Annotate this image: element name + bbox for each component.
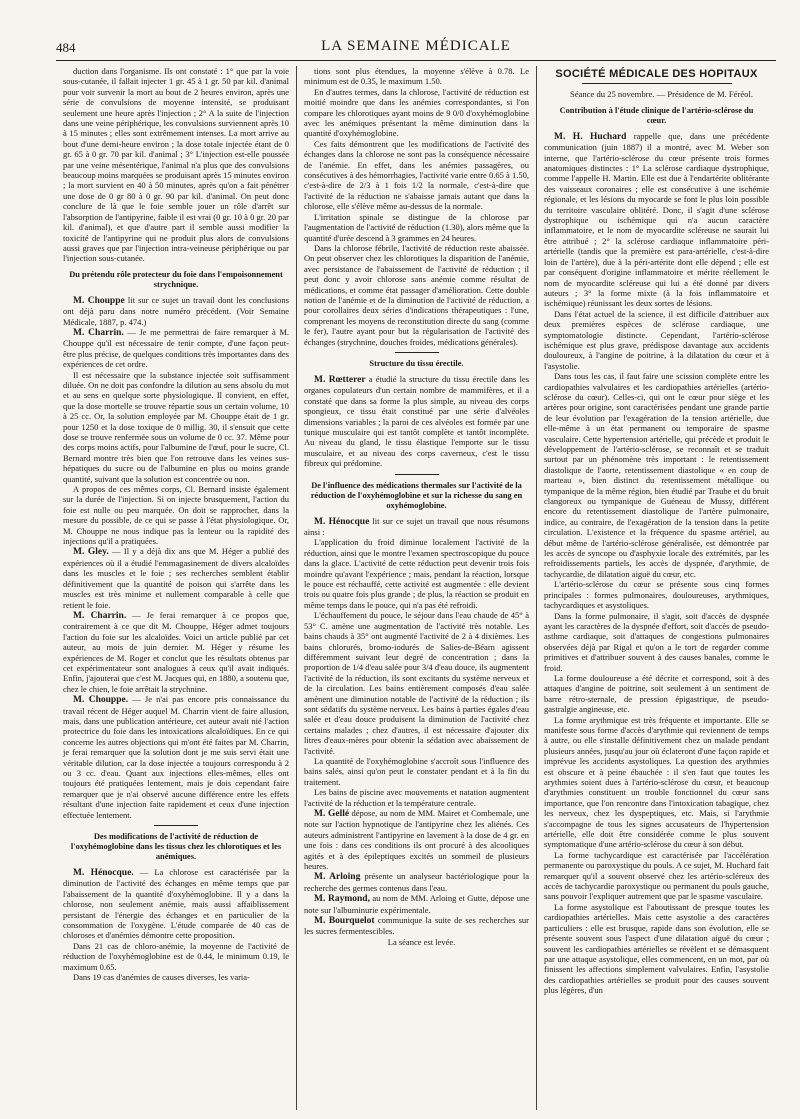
- paragraph: L'irritation spinale se distingue de la chlorose par l'augmentation de l'activité de réduction (1.30), alors même que la quantité d'urée descend à 3 grammes en 24 heures.: [304, 211, 529, 243]
- speaker-paragraph: [304, 871, 529, 893]
- speaker-name: M. Bourquelot: [314, 916, 375, 927]
- paragraph: Les bains de piscine avec mouvements et natation augmentent l'activité de la réduction et la température centrale.: [304, 787, 529, 808]
- speaker-paragraph: [304, 915, 529, 937]
- closing-line: La séance est levée.: [387, 936, 456, 947]
- column-middle: [296, 66, 536, 1110]
- header-rule: [56, 60, 776, 61]
- section-divider: [395, 474, 439, 475]
- article-columns: [56, 66, 776, 1110]
- paragraph: L'échauffement du pouce, le séjour dans l'eau chaude de 45° à 53° C. amène une augmentation de l'activité très notable. Les bains chauds à 35° ont augmenté l'activité de 2 à 4 dixièmes. Les bains chlorurés, bromo-iodurés de Salies-de-Béarn agissent différemment suivant leur degré de concentration ; dans la proportion de 1/4 d'eau salée pour 3/4 d'eau douce, ils augmentent l'activité de la réduction, ils sont excitants du système nerveux et de la circulation. Les bains entièrement composés d'eau salée amènent une diminution notable de l'activité de la réduction ; ils sont sédatifs du système nerveux. Les bains à parties égales d'eau salée et d'eau douce produisent la diminution de l'activité chez certains malades ; chez d'autres, il est nécessaire d'ajouter dix litres d'eaux-mères pour obtenir la sédation avec abaissement de l'activité.: [304, 610, 529, 756]
- speaker-text: lit sur ce sujet un travail dont les conclusions ont déjà paru dans notre numéro précédent. (Voir Semaine Médicale, 1887, p. 474.): [63, 294, 289, 327]
- page-number: 484: [56, 40, 76, 55]
- society-title: SOCIÉTÉ MÉDICALE DES HOPITAUX: [555, 68, 758, 80]
- speaker-paragraph: [63, 610, 289, 694]
- paragraph: L'application du froid diminue localement l'activité de la réduction, ainsi que le montre l'examen spectroscopique du pouce dans la glace. L'activité de cette réduction peut devenir trois fois moindre qu'avant l'expérience ; mais, pendant la réaction, lorsque le pouce est réchauffé, cette activité est augmentée : elle devient trois ou quatre fois plus grande ; de plus, la réaction se produit en même temps dans le pouce, qui n'a pas été refroidi.: [304, 537, 529, 610]
- speaker-name: M. Gellé: [314, 809, 350, 819]
- speaker-paragraph: [544, 131, 769, 309]
- paragraph: A propos de ces mêmes corps, Cl. Bernard insiste également sur la durée de l'injection. Si on injecte brusquement, l'action du foie est nulle ou peu marquée. On doit se rapprocher, dans la mesure du possible, de ce qui se passe à l'état physiologique. Or, M. Chouppe ne nous indique pas la lenteur ou la rapidité des injections qu'il a pratiquées.: [63, 484, 289, 547]
- column-left: [56, 66, 296, 1110]
- paragraph: duction dans l'organisme. Ils ont constaté : 1° que par la voie sous-cutanée, il fallait injecter 1 gr. 45 à 1 gr. 50 par kil. d'animal pour voir survenir la mort au bout de 2 heures environ, après une série de convulsions de moyenne intensité, se produisant seulement une heure après l'injection ; 2° A la suite de l'injection dans une veine périphérique, les convulsions surviennent après 10 à 15 minutes ; elles sont extrêmement intenses. La mort arrive au bout d'une demi-heure environ ; la dose totale injectée étant de 0 gr. 65 à 0 gr. 70 par kil. d'animal ; 3° L'injection est-elle poussée par une veine mésentérique, l'animal n'a plus que des convulsions beaucoup moins marquées se produisant après 15 minutes environ ; la mort survient en 40 à 50 minutes, après qu'on a fait pénétrer une dose de 0 gr 80 à 0 gr. 90 par kil. d'animal. On peut donc conclure de là que le foie semble jouer un rôle d'arrêt sur l'absorption de l'antipyrine, faible il est vrai (0 gr. 10 à 0 gr. 20 par kil. d'animal), et que d'autre part il semble aussi modifier la toxicité de l'antipyrine qui ne produit plus alors de convulsions aussi graves que par l'injection intra-veineuse périphérique ou par l'injection sous-cutanée.: [63, 66, 289, 264]
- paragraph: La quantité de l'oxyhémoglobine s'accroît sous l'influence des bains salés, ainsi qu'on peut le constater pendant et à la fin du traitement.: [304, 755, 529, 787]
- speaker-name: M. Chouppe: [73, 295, 125, 306]
- speaker-text: a étudié la structure du tissu érectile dans les organes copulateurs d'un certain nombre de mammifères, et il a constaté que dans sa forme la plus simple, au niveau des corps spongieux, ce tissu était constitué par une série d'alvéoles dimensions variables ; la paroi de ces alvéoles est formée par une tunique musculaire qui est tantôt complète et tantôt incomplète. Au niveau du gland, le tissu élastique l'emporte sur le tissu musculaire, et au niveau des corps caverneux, c'est le tissu fibreux qui prédomine.: [304, 373, 530, 469]
- speaker-text: présente un analyseur bactériologique pour la recherche des germes contenus dans l'eau.: [304, 871, 529, 893]
- paragraph: Dans l'état actuel de la science, il est difficile d'attribuer aux deux premières espèces de sclérose cardiaque, une symptomatologie distincte. Cependant, l'artério-sclérose ischémique est plus grave, prédispose davantage aux accidents douloureux, à l'angine de poitrine, à la dilatation du cœur et à l'asystolie.: [544, 308, 769, 371]
- speaker-text: — Je me permettrai de faire remarquer à M. Chouppe qu'il est nécessaire de tenir compte, d'une façon peut-être plus précise, de quelques conditions très importantes dans des expériences de cet ordre.: [63, 326, 290, 370]
- speaker-name: M. Hénocque: [314, 516, 370, 527]
- speaker-text: — La chlorose est caractérisée par la diminution de l'activité des échanges en même temps que par l'abaissement de la quantité d'oxyhémoglobine. Il y a dans la chlorose, non seulement anémie, mais aussi affaiblissement persistant de l'énergie des échanges et en particulier de la consommation de l'oxygène. L'étude comparée de 40 cas de chloroses et d'anémies démontre cette proposition.: [63, 867, 289, 941]
- section-heading: Structure du tissu érectile.: [369, 358, 464, 368]
- section-divider: [154, 825, 198, 826]
- speaker-text: lit sur ce sujet un travail que nous résumons ainsi :: [304, 515, 529, 538]
- paragraph: En d'autres termes, dans la chlorose, l'activité de réduction est moitié moindre que dans les anémies correspondantes, si l'on compare les chlorotiques ayant moins de 9 0/0 d'oxyhémoglobine avec les anémiques présentant la même diminution dans la quantité d'oxyhémoglobine.: [304, 86, 529, 139]
- paragraph: La forme arythmique est très fréquente et importante. Elle se manifeste sous forme d'accès d'arythmie qui reviennent de temps à autre, ou elle s'installe définitivement chez un malade pendant plusieurs années, jusqu'au jour où éclateront d'une façon rapide et imprévue les accidents asystoliques. La question des arythmies est obscure et à peine ébauchée : il s'en faut que toutes les arythmies soient dues à l'artério-sclérose du cœur, et beaucoup d'arythmies constituent un trouble fonctionnel du cœur sans importance, que l'on rencontre dans l'intoxication tabagique, chez les nerveux, chez les dyspeptiques, etc. Mais, si l'arythmie s'accompagne de tous les signes accusateurs de l'hypertension artérielle, elle doit être considérée comme le plus souvent symptomatique d'une artério-sclérose du cœur à son début.: [544, 714, 769, 850]
- speaker-name: M. Rœtterer: [314, 374, 366, 385]
- section-heading: Des modifications de l'activité de réduction de l'oxyhémoglobine dans les tissus chez les chlorotiques et les anémiques.: [70, 832, 282, 862]
- speaker-text: communique la suite de ses recherches sur les sucres fermentescibles.: [304, 915, 530, 937]
- speaker-text: — Je n'ai pas encore pris connaissance du travail récent de Héger auquel M. Charrin vient de faire allusion, mais, dans une publication antérieure, cet auteur avait nié l'action protectrice du foie dans les intoxications alcaloïdiques. En ce qui concerne les autres objections qui m'ont été faites par M. Charrin, je ferai remarquer que la solution dont je me suis servi était une véritable dilution, car la dose injectée a toujours correspondu à 2 ou 3 cc. d'eau. Quant aux injections elles-mêmes, elles ont toujours été pratiquées lentement, mais je dois cependant faire remarquer que je n'ai observé aucune différence entre les effets résultant d'une injection faite rapidement et ceux d'une injection effectuée lentement.: [63, 694, 289, 820]
- section-heading: Contribution à l'étude clinique de l'artério-sclérose du cœur.: [559, 105, 754, 125]
- paragraph: La forme douloureuse a été décrite et correspond, soit à des attaques d'angine de poitrine, soit seulement à un sentiment de barre rétro-sternale, de pression épigastrique, de pseudo-gastralgie angineuse, etc.: [544, 672, 769, 715]
- speaker-paragraph: [304, 516, 529, 538]
- section-heading: De l'influence des médications thermales sur l'activité de la réduction de l'oxyhémoglobine et sur la richesse du sang en oxyhémoglobine.: [310, 480, 523, 510]
- section-divider: [395, 352, 439, 353]
- paragraph: Dans 21 cas de chloro-anémie, la moyenne de l'activité de réduction de l'oxyhémoglobine est de 0.44, le minimum 0.19, le maximum 0.65.: [63, 940, 289, 972]
- speaker-name: M. H. Huchard: [554, 131, 627, 142]
- paragraph: Il est nécessaire que la substance injectée soit suffisamment diluée. On ne doit pas confondre la dilution au sens absolu du mot et au sens en quelque sorte physiologique. Il convient, en effet, que la dose mortelle se trouve répartie sous un certain volume, 10 à 25 cc. Or, la solution employée par M. Chouppe était de 1 gr. pour 1250 et la dose toxique de 0 millig. 30, il s'ensuit que cette dose se trouve renfermée sous un volume de 0 cc. 37. Même pour des corps moins actifs, pour l'albumine de l'œuf, pour le sucre, Cl. Bernard montre très bien que l'on retrouve dans les veines sus-hépatiques du sucre ou de l'albumine en plus ou moins grande quantité, suivant que la solution est concentrée ou non.: [63, 369, 289, 484]
- speaker-paragraph: [304, 808, 529, 871]
- journal-title: LA SEMAINE MÉDICALE: [321, 38, 511, 54]
- paragraph: La forme tachycardique est caractérisée par l'accélération permanente ou paroxystique du pouls. A ce sujet, M. Huchard fait remarquer qu'il a souvent observé chez les artério-scléreux des accès de tachycardie paroxystique ou permanent du pouls gauche, sans pouvoir l'expliquer autrement que par le spasme vasculaire.: [544, 849, 769, 902]
- speaker-paragraph: [63, 867, 289, 941]
- paragraph: Dans la chlorose fébrile, l'activité de réduction reste abaissée. On peut observer chez les chlorotiques la disparition de l'anémie, avec persistance de l'abaissement de l'activité de réduction ; il peut donc y avoir chlorose sans anémie comme résultat de médications, et comme état passager d'amélioration. Cette double notion de l'anémie et de la diminution de l'activité de réduction, a pour corollaires deux séries d'indications thérapeutiques : l'une, comprenant les moyens de reconstitution directe du sang (comme le fer), l'autre ayant pour but la régularisation de l'activité des échanges (strychnine, douches froides, médications générales).: [304, 242, 529, 347]
- speaker-name: M. Charrin.: [73, 610, 127, 621]
- title-rule: [582, 83, 732, 84]
- speaker-paragraph: [304, 374, 529, 469]
- section-heading: Du prétendu rôle protecteur du foie dans l'empoisonnement strychnique.: [69, 269, 283, 289]
- paragraph: L'artério-sclérose du cœur se présente sous cinq formes principales : formes pulmonaires, douloureuses, arythmiques, tachycardiques et asystoliques.: [544, 579, 769, 611]
- paragraph: La forme asystolique est l'aboutissant de presque toutes les cardiopathies artérielles. Mais cette asystolie a des caractères particuliers : elle est brusque, rapide dans son évolution, elle se présente souvent sous l'aspect d'une dilatation aiguë du cœur ; souvent les cardiopathies artérielles se révèlent et se démasquent par une attaque asystolique, elles commencent, en un mot, par où finissent les affections simplement valvulaires. Enfin, l'asystolie des cardiopathies artérielles se produit pour des causes souvent plus légères, d'un: [544, 901, 769, 996]
- speaker-name: M. Raymond,: [314, 894, 370, 905]
- column-right: [536, 66, 776, 1110]
- speaker-name: M. Hénocque.: [73, 868, 134, 879]
- session-line: Séance du 25 novembre. — Présidence de M. Féréol.: [569, 89, 754, 100]
- speaker-paragraph: [63, 327, 289, 370]
- speaker-name: M. Chouppe.: [73, 695, 129, 706]
- speaker-text: — Je ferai remarquer à ce propos que, contrairement à ce que dit M. Chouppe, Héger admet toujours l'action du foie sur les alcaloïdes. Voici un article publié par cet auteur, au mois de juin dernier. M. Héger y résume les expériences de M. Roger et conclut que les résultats obtenus par cet expérimentateur sont analogues à ceux qu'il avait indiqués. Enfin, j'ajouterai que c'est M. Jacques qui, en 1880, a soutenu que, chez le chien, le foie arrêtait la strychnine.: [63, 609, 289, 694]
- paragraph: Dans tous les cas, il faut faire une scission complète entre les cardiopathies valvulaires et les cardiopathies artérielles (artério-sclérose du cœur). Celles-ci, qui ont le cœur pour siège et les artères pour origine, sont caractérisées pendant une grande partie de leur évolution par l'exagération de la tension artérielle, due elle-même à un état permanent ou temporaire de spasme vasculaire. Cette hypertension artérielle, qui précède et produit le développement de l'artério-sclérose, se reconnaît et se traduit surtout par un phénomène très important : le retentissement diastolique de l'aorte, retentissement diastolique « en coup de marteau », bien distinct du retentissement métallique ou tympanique de la même région, bien étudié par Traube et du bruit clangoreux ou tympanique de Guéneau de Mussy, différent encore du retentissement diastolique de l'artère pulmonaire, indice, au contraire, de l'exagération de la tension dans la petite circulation. L'existence et la fréquence du spasme artériel, au début même de l'artério-sclérose généralisée, est démontrée par les accès de syncope ou d'asphyxie locale des extrémités, par les refroidissements partiels, les accès de dyspnée, d'arythmie, de tachycardie, de dilatation aiguë du cœur, etc.: [544, 371, 769, 579]
- speaker-name: M. Arloing: [314, 872, 361, 883]
- speaker-text: au nom de MM. Arloing et Gutte, dépose une note sur l'albuminurie expérimentale.: [304, 893, 530, 915]
- speaker-name: M. Charrin.: [73, 327, 124, 338]
- speaker-name: M. Gley.: [73, 547, 109, 558]
- page-header: [56, 38, 776, 58]
- speaker-paragraph: [63, 295, 289, 327]
- speaker-paragraph: [63, 694, 289, 820]
- paragraph: Dans la forme pulmonaire, il s'agit, soit d'accès de dyspnée ayant les caractères de la dyspnée d'effort, soit d'accès de pseudo-asthme cardiaque, soit d'attaques de congestions pulmonaires observées déjà par Rigal et qu'on a le tort de regarder comme primitives et d'attribuer souvent à des causes banales, comme le froid.: [544, 610, 769, 673]
- speaker-text: rappelle que, dans une précédente communication (juin 1887) il a montré, avec M. Weber son interne, que l'artério-sclérose du cœur présente trois formes anatomiques distinctes : 1° La sclérose cardiaque dystrophique, comme l'appelle H. Martin. Elle est due à l'endartérite oblitérante des vaisseaux coronaires ; elle est consécutive à une ischémie régionale, et les lésions du myocarde se font le plus loin possible du territoire vasculaire oblitéré. Donc, il s'agit d'une sclérose dystrophique ou ischémique qui n'a aucun caractère inflammatoire, et le nom de myocardite scléreuse ne saurait lui être attribué ; 2° la sclérose cardiaque inflammatoire péri-artérielle (tandis que la première est para-artérielle, c'est-à-dire loin de l'artère), due à la péri-artérite dont elle dépend ; elle est par conséquent d'origine inflammatoire et mérite réellement le nom de myocardite scléreuse qui lui a été donné par divers auteurs ; 3° la forme mixte (à la fois inflammatoire et ischémique) réunissant les deux sortes de lésions.: [544, 130, 769, 309]
- speaker-text: dépose, au nom de MM. Mairet et Combemale, une note sur l'action hypnotique de l'antipyrine chez les aliénés. Ces auteurs administrent l'antipyrine en lavement à la dose de 4 gr. en une fois : dans ces conditions ils ont procuré à des alcooliques agités et à des épileptiques excités un sommeil de plusieurs heures.: [304, 808, 529, 872]
- paragraph: Dans 19 cas d'anémies de causes diverses, les varia-: [73, 972, 250, 983]
- speaker-text: — Il y a déjà dix ans que M. Héger a publié des expériences où il a étudié l'emmagasinement de divers alcaloïdes dans les muscles et le foie ; ses recherches semblent établir définitivement que la quantité de poison qui s'arrête dans les muscles est très minime et nullement comparable à celle que retient le foie.: [63, 546, 289, 610]
- speaker-paragraph: [304, 893, 529, 915]
- speaker-paragraph: [63, 546, 289, 609]
- paragraph: tions sont plus étendues, la moyenne s'élève à 0.78. Le minimum est de 0.35, le maximum 1.50.: [304, 66, 529, 87]
- paragraph: Ces faits démontrent que les modifications de l'activité des échanges dans la chlorose ne sont pas la conséquence nécessaire de l'anémie. En effet, dans les anémies passagères, ou consécutives à des hémorrhagies, l'activité varie entre 0.65 à 1.50, c'est-à-dire de 2/3 à 1 fois 1/2 la normale, c'est-à-dire que l'activité de la réduction ne s'abaisse jamais autant que dans la chlorose, elle s'élève même au-dessus de la normale.: [304, 138, 529, 212]
